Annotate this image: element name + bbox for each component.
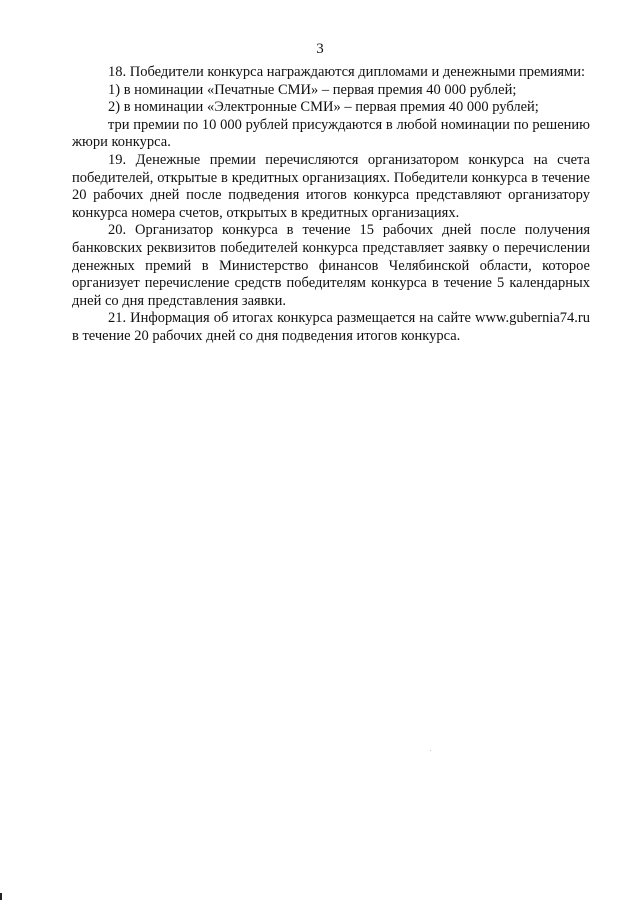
scan-edge-mark (0, 893, 2, 900)
paragraph-18: 18. Победители конкурса награждаются дипломами и денежными премиями: (108, 64, 585, 80)
paragraph-19: 19. Денежные премии перечисляются организатором конкурса на счета победителей, открытые в кредитных организациях. Победители конкурса в течение 20 рабочих дней после подведения итогов конкурса представляют организатору конкурса номера счетов, открытых в кредитных организациях. (72, 151, 590, 221)
paragraph-20: 20. Организатор конкурса в течение 15 рабочих дней после получения банковских реквизитов победителей конкурса представляет заявку о перечислении денежных премий в Министерство финансов Челябинской области, которое организует перечисление средств победителям конкурса в течение 5 календарных дней со дня представления заявки. (72, 222, 590, 309)
scan-speck (430, 750, 431, 751)
page-number: 3 (316, 41, 324, 57)
paragraph-21: 21. Информация об итогах конкурса размещается на сайте www.gubernia74.ru в течение 20 рабочих дней со дня подведения итогов конкурса. (72, 310, 590, 344)
paragraph-18-item-2: 2) в номинации «Электронные СМИ» – первая премия 40 000 рублей; (108, 99, 539, 116)
paragraph-18-item-3: три премии по 10 000 рублей присуждаются в любой номинации по решению жюри конкурса. (72, 116, 590, 151)
document-body (72, 64, 590, 346)
paragraph-18-item-1: 1) в номинации «Печатные СМИ» – первая премия 40 000 рублей; (108, 81, 517, 98)
